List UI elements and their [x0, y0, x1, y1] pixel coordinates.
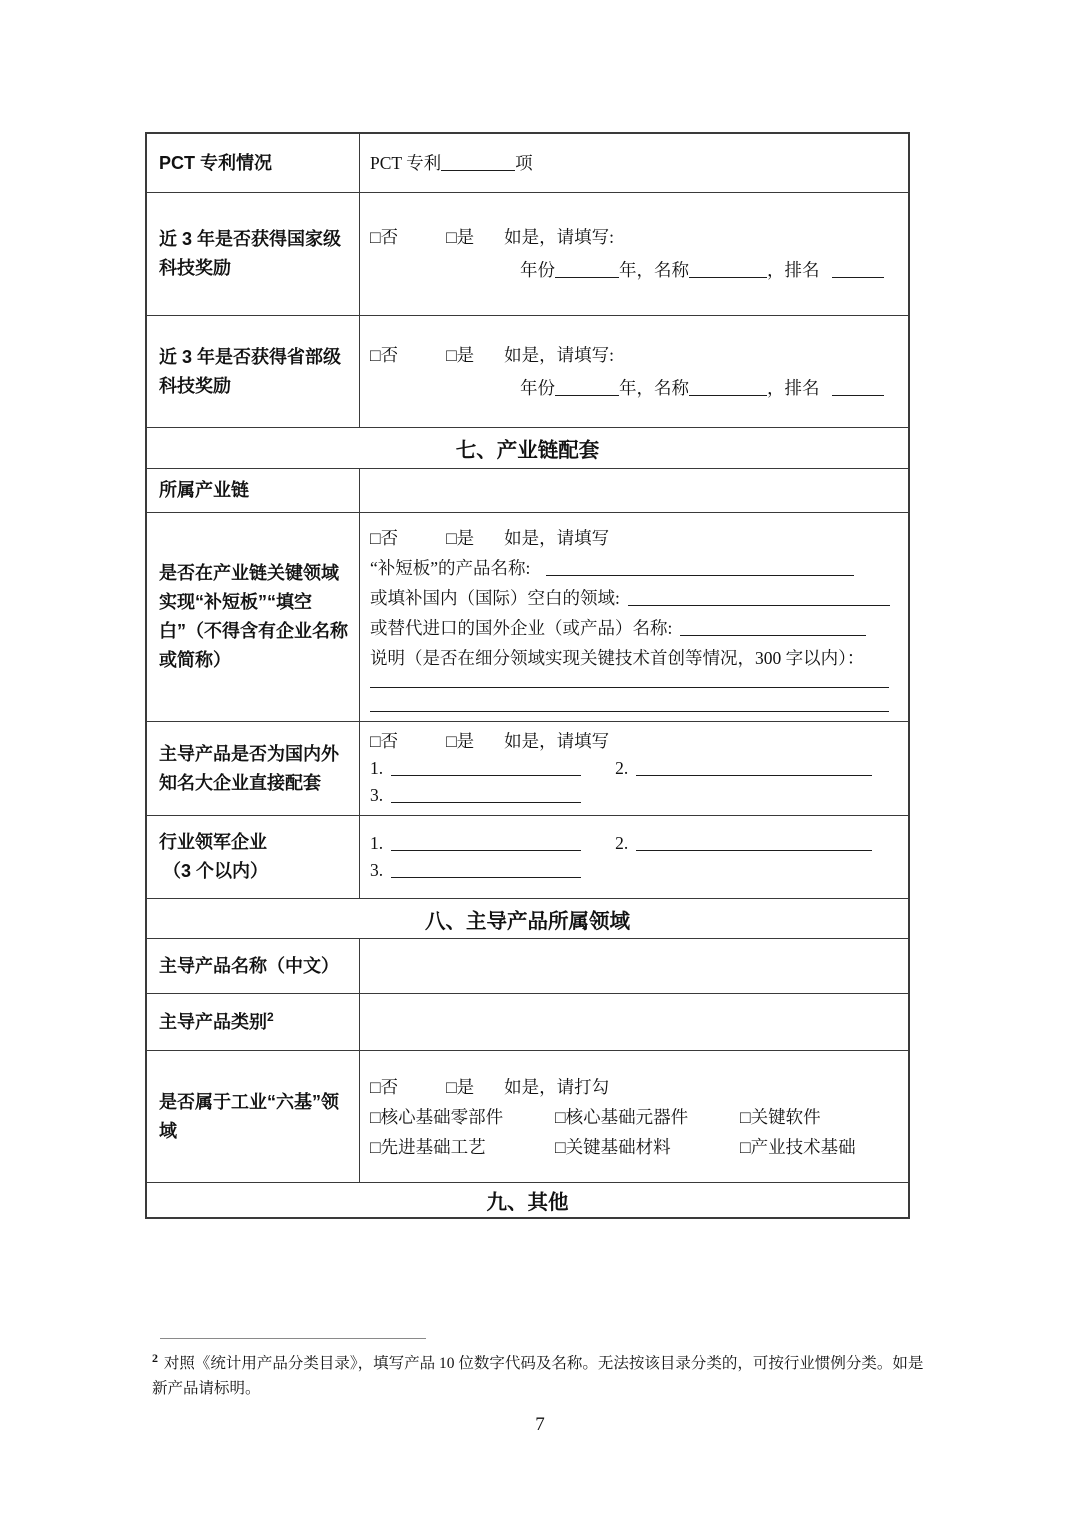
row-six-base-label: [147, 1051, 360, 1182]
checkbox-core-electronic-parts[interactable]: □核心基础元器件: [555, 1106, 689, 1127]
footnote-ref-2: 2: [267, 1009, 274, 1024]
section-title: 九、其他: [486, 1191, 569, 1214]
if-yes-prompt: 如是，请填写: [504, 731, 610, 751]
row-provincial-award: [147, 315, 908, 427]
page-number: 7: [535, 1414, 545, 1435]
foreign-company-label: 或替代进口的国外企业（或产品）名称:: [370, 618, 673, 638]
foreign-company-blank[interactable]: [680, 633, 866, 636]
name-blank[interactable]: [689, 275, 767, 278]
label-text: 是否属于工业“六基”领域: [159, 1091, 339, 1141]
item-2-number: 2.: [615, 833, 629, 853]
checkbox-yes[interactable]: □是: [446, 344, 475, 365]
year-blank[interactable]: [555, 393, 619, 396]
choice-line: [370, 221, 894, 254]
checkbox-advanced-processes[interactable]: □先进基础工艺: [370, 1136, 486, 1157]
checkbox-no[interactable]: □否: [370, 528, 399, 548]
item-1-number: 1.: [370, 758, 384, 778]
item-1-blank[interactable]: [391, 848, 581, 851]
section-title: 八、主导产品所属领域: [425, 909, 630, 933]
section-header-industry-chain: [147, 427, 908, 468]
footnote: [152, 1349, 934, 1402]
row-industry-chain: [147, 468, 908, 512]
checkbox-industrial-tech-base[interactable]: □产业技术基础: [740, 1136, 856, 1157]
row-direct-support-label: [147, 722, 360, 815]
note-blank-line-2[interactable]: [370, 711, 889, 712]
row-provincial-award-content: [360, 316, 908, 427]
row-industry-leaders: [147, 815, 908, 898]
checkbox-yes[interactable]: □是: [446, 528, 475, 548]
row-pct-content: [360, 134, 908, 192]
six-base-options-line-2: [370, 1132, 894, 1162]
row-national-award: [147, 192, 908, 315]
enterprise-line-1-2: [370, 755, 894, 782]
product-name-label: “补短板”的产品名称:: [370, 558, 531, 578]
blank-field-label: 或填补国内（国际）空白的领域:: [370, 588, 620, 608]
pct-line: [370, 148, 894, 178]
pct-prefix: PCT 专利: [370, 153, 442, 173]
label-text: 近 3 年是否获得国家级科技奖励: [159, 229, 342, 278]
section-header-main-product: [147, 898, 908, 938]
application-form-table: [145, 132, 910, 1219]
footnote-text: 对照《统计用产品分类目录》，填写产品 10 位数字代码及名称。无法按该目录分类的，可按行业惯例分类。如是新产品请标明。: [152, 1355, 924, 1397]
award-detail-line: [370, 254, 894, 287]
row-product-category-label: [147, 994, 360, 1050]
checkbox-yes[interactable]: □是: [446, 227, 475, 247]
leader-line-3: [370, 857, 894, 884]
item-3-number: 3.: [370, 785, 384, 805]
item-1-blank[interactable]: [391, 773, 581, 776]
note-blank-line-1[interactable]: [370, 687, 889, 688]
checkbox-core-components[interactable]: □核心基础零部件: [370, 1106, 504, 1127]
row-national-award-label: [147, 193, 360, 315]
footnote-marker: 2: [152, 1351, 158, 1365]
row-shortboard: [147, 512, 908, 721]
year-blank[interactable]: [555, 275, 619, 278]
checkbox-no[interactable]: □否: [370, 227, 399, 247]
label-text: 行业领军企业 （3 个以内）: [159, 832, 269, 881]
row-six-base-content: [360, 1051, 908, 1182]
enterprise-line-3: [370, 782, 894, 809]
row-product-category: [147, 993, 908, 1050]
label-text: 主导产品类别$^2$: [159, 1009, 274, 1032]
rank-label: ，排名: [767, 260, 820, 280]
row-national-award-content: [360, 193, 908, 315]
pct-suffix: 项: [515, 153, 533, 173]
foreign-company-line: [370, 613, 894, 643]
label-text: 主导产品名称（中文）: [159, 955, 339, 976]
checkbox-yes[interactable]: □是: [446, 1076, 475, 1097]
label-text: 所属产业链: [159, 480, 249, 501]
checkbox-key-materials[interactable]: □关键基础材料: [555, 1136, 671, 1157]
choice-line: [370, 339, 894, 372]
row-six-base: [147, 1050, 908, 1182]
note-label: 说明（是否在细分领域实现关键技术首创等情况，300 字以内）：: [370, 648, 865, 668]
row-pct: [147, 134, 908, 192]
row-product-name-label: [147, 939, 360, 993]
six-base-options-line-1: [370, 1102, 894, 1132]
choice-line: [370, 523, 894, 553]
rank-blank[interactable]: [832, 393, 884, 396]
if-yes-prompt: 如是，请填写:: [504, 227, 615, 247]
name-label: 年，名称: [619, 377, 689, 398]
checkbox-key-software[interactable]: □关键软件: [740, 1106, 821, 1127]
name-blank[interactable]: [689, 393, 767, 396]
year-label: 年份: [520, 260, 555, 280]
blank-field-blank[interactable]: [628, 603, 890, 606]
product-name-blank[interactable]: [546, 573, 854, 576]
if-yes-prompt: 如是，请填写:: [504, 344, 615, 365]
rank-label: ，排名: [767, 377, 820, 398]
item-2-number: 2.: [615, 758, 629, 778]
item-3-blank[interactable]: [391, 875, 581, 878]
choice-line: [370, 728, 894, 755]
item-1-number: 1.: [370, 833, 384, 853]
row-direct-support: [147, 721, 908, 815]
year-label: 年份: [520, 377, 555, 398]
note-line: [370, 643, 894, 673]
section-title: 七、产业链配套: [455, 439, 600, 462]
checkbox-no[interactable]: □否: [370, 344, 399, 365]
pct-count-blank[interactable]: [441, 168, 515, 171]
checkbox-no[interactable]: □否: [370, 731, 399, 751]
if-yes-prompt: 如是，请打勾: [504, 1076, 610, 1097]
item-3-blank[interactable]: [391, 800, 581, 803]
item-2-blank[interactable]: [636, 848, 872, 851]
name-label: 年，名称: [619, 260, 689, 280]
row-industry-leaders-label: [147, 816, 360, 898]
product-name-line: [370, 553, 894, 583]
row-provincial-award-label: [147, 316, 360, 427]
footnote-divider: [160, 1338, 426, 1339]
row-shortboard-content: [360, 513, 908, 721]
row-product-name: [147, 938, 908, 993]
item-2-blank[interactable]: [636, 773, 872, 776]
row-pct-label: [147, 134, 360, 192]
label-text: 近 3 年是否获得省部级科技奖励: [159, 346, 342, 396]
row-direct-support-content: [360, 722, 908, 815]
if-yes-prompt: 如是，请填写: [504, 528, 610, 548]
rank-blank[interactable]: [832, 275, 884, 278]
label-text: 主导产品是否为国内外知名大企业直接配套: [159, 743, 339, 793]
label-text: 是否在产业链关键领域实现“补短板”“填空白”（不得含有企业名称或简称）: [159, 563, 348, 670]
row-product-category-content[interactable]: [360, 994, 908, 1050]
item-3-number: 3.: [370, 860, 384, 880]
checkbox-no[interactable]: □否: [370, 1076, 399, 1097]
label-text: PCT 专利情况: [159, 152, 273, 173]
award-detail-line: [370, 372, 894, 405]
row-shortboard-label: [147, 513, 360, 721]
choice-line: [370, 1072, 894, 1102]
row-product-name-content[interactable]: [360, 939, 908, 993]
section-header-other: [147, 1182, 908, 1217]
row-industry-chain-content[interactable]: [360, 469, 908, 512]
row-industry-chain-label: [147, 469, 360, 512]
leader-line-1-2: [370, 830, 894, 857]
blank-field-line: [370, 583, 894, 613]
checkbox-yes[interactable]: □是: [446, 731, 475, 751]
row-industry-leaders-content: [360, 816, 908, 898]
